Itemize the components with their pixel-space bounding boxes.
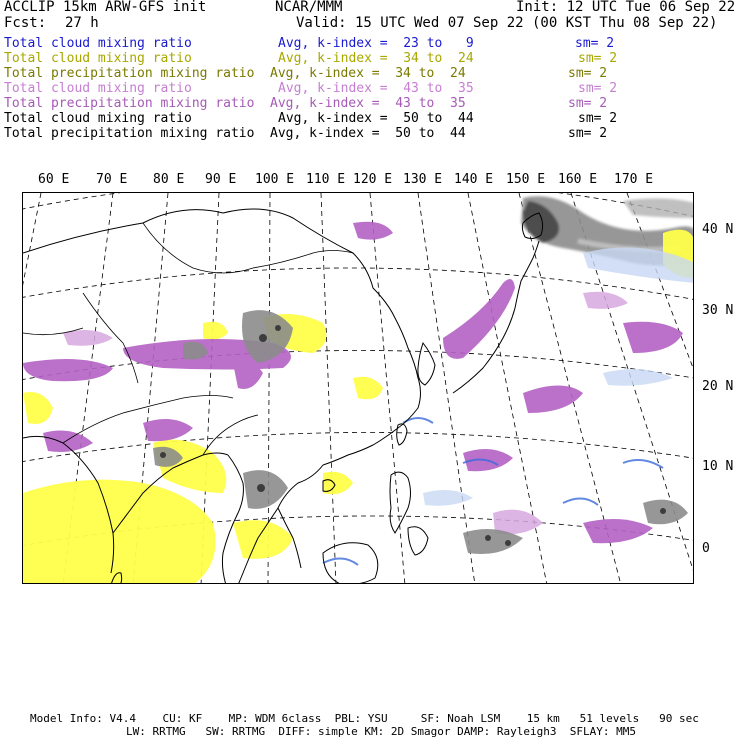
legend-sm: sm= 2 [568, 66, 608, 81]
legend-avg: Avg, k-index = 23 to 9 [278, 36, 474, 51]
lon-label: 60 E [38, 172, 70, 187]
lon-label: 140 E [454, 172, 494, 187]
legend-field: Total cloud mixing ratio [4, 36, 192, 51]
model-info-line1: Model Info: V4.4 CU: KF MP: WDM 6class PBL: YSU SF: Noah LSM 15 km 51 levels 90 sec [30, 712, 699, 725]
legend-avg: Avg, k-index = 50 to 44 [278, 111, 474, 126]
legend-sm: sm= 2 [578, 111, 618, 126]
legend-sm: sm= 2 [578, 51, 618, 66]
lat-label: 20 N [702, 379, 734, 394]
fcst-value: 27 h [65, 15, 99, 31]
lat-label: 10 N [702, 459, 734, 474]
lat-label: 40 N [702, 222, 734, 237]
legend-field: Total cloud mixing ratio [4, 81, 192, 96]
legend-avg: Avg, k-index = 34 to 24 [278, 51, 474, 66]
legend-field: Total precipitation mixing ratio [4, 96, 255, 111]
lon-label: 80 E [153, 172, 185, 187]
lon-label: 110 E [306, 172, 346, 187]
lon-label: 150 E [506, 172, 546, 187]
valid-time: Valid: 15 UTC Wed 07 Sep 22 (00 KST Thu 08 Sep 22) [296, 15, 718, 31]
lon-label: 120 E [353, 172, 393, 187]
legend-sm: sm= 2 [575, 36, 615, 51]
map-canvas [23, 193, 694, 584]
map-panel [22, 192, 694, 584]
model-title: ACCLIP 15km ARW-GFS init [4, 0, 207, 15]
legend-field: Total cloud mixing ratio [4, 111, 192, 126]
fcst-label: Fcst: [4, 15, 47, 31]
legend-avg: Avg, k-index = 43 to 35 [278, 81, 474, 96]
legend-sm: sm= 2 [568, 96, 608, 111]
lon-label: 90 E [205, 172, 237, 187]
legend-sm: sm= 2 [568, 126, 608, 141]
legend-field: Total precipitation mixing ratio [4, 66, 255, 81]
lon-label: 70 E [96, 172, 128, 187]
legend-avg: Avg, k-index = 43 to 35 [270, 96, 466, 111]
lon-label: 160 E [558, 172, 598, 187]
init-time: Init: 12 UTC Tue 06 Sep 22 [516, 0, 736, 15]
low-cloud-light-blue [423, 247, 694, 505]
lat-label: 0 [702, 541, 710, 556]
legend-avg: Avg, k-index = 34 to 24 [270, 66, 466, 81]
lon-label: 170 E [614, 172, 654, 187]
legend-field: Total cloud mixing ratio [4, 51, 192, 66]
legend-avg: Avg, k-index = 50 to 44 [270, 126, 466, 141]
lat-label: 30 N [702, 303, 734, 318]
lon-label: 130 E [403, 172, 443, 187]
legend-sm: sm= 2 [578, 81, 618, 96]
center-label: NCAR/MMM [275, 0, 343, 15]
legend-field: Total precipitation mixing ratio [4, 126, 255, 141]
lon-label: 100 E [255, 172, 295, 187]
model-info-line2: LW: RRTMG SW: RRTMG DIFF: simple KM: 2D Smagor DAMP: Rayleigh3 SFLAY: MM5 [126, 725, 636, 738]
